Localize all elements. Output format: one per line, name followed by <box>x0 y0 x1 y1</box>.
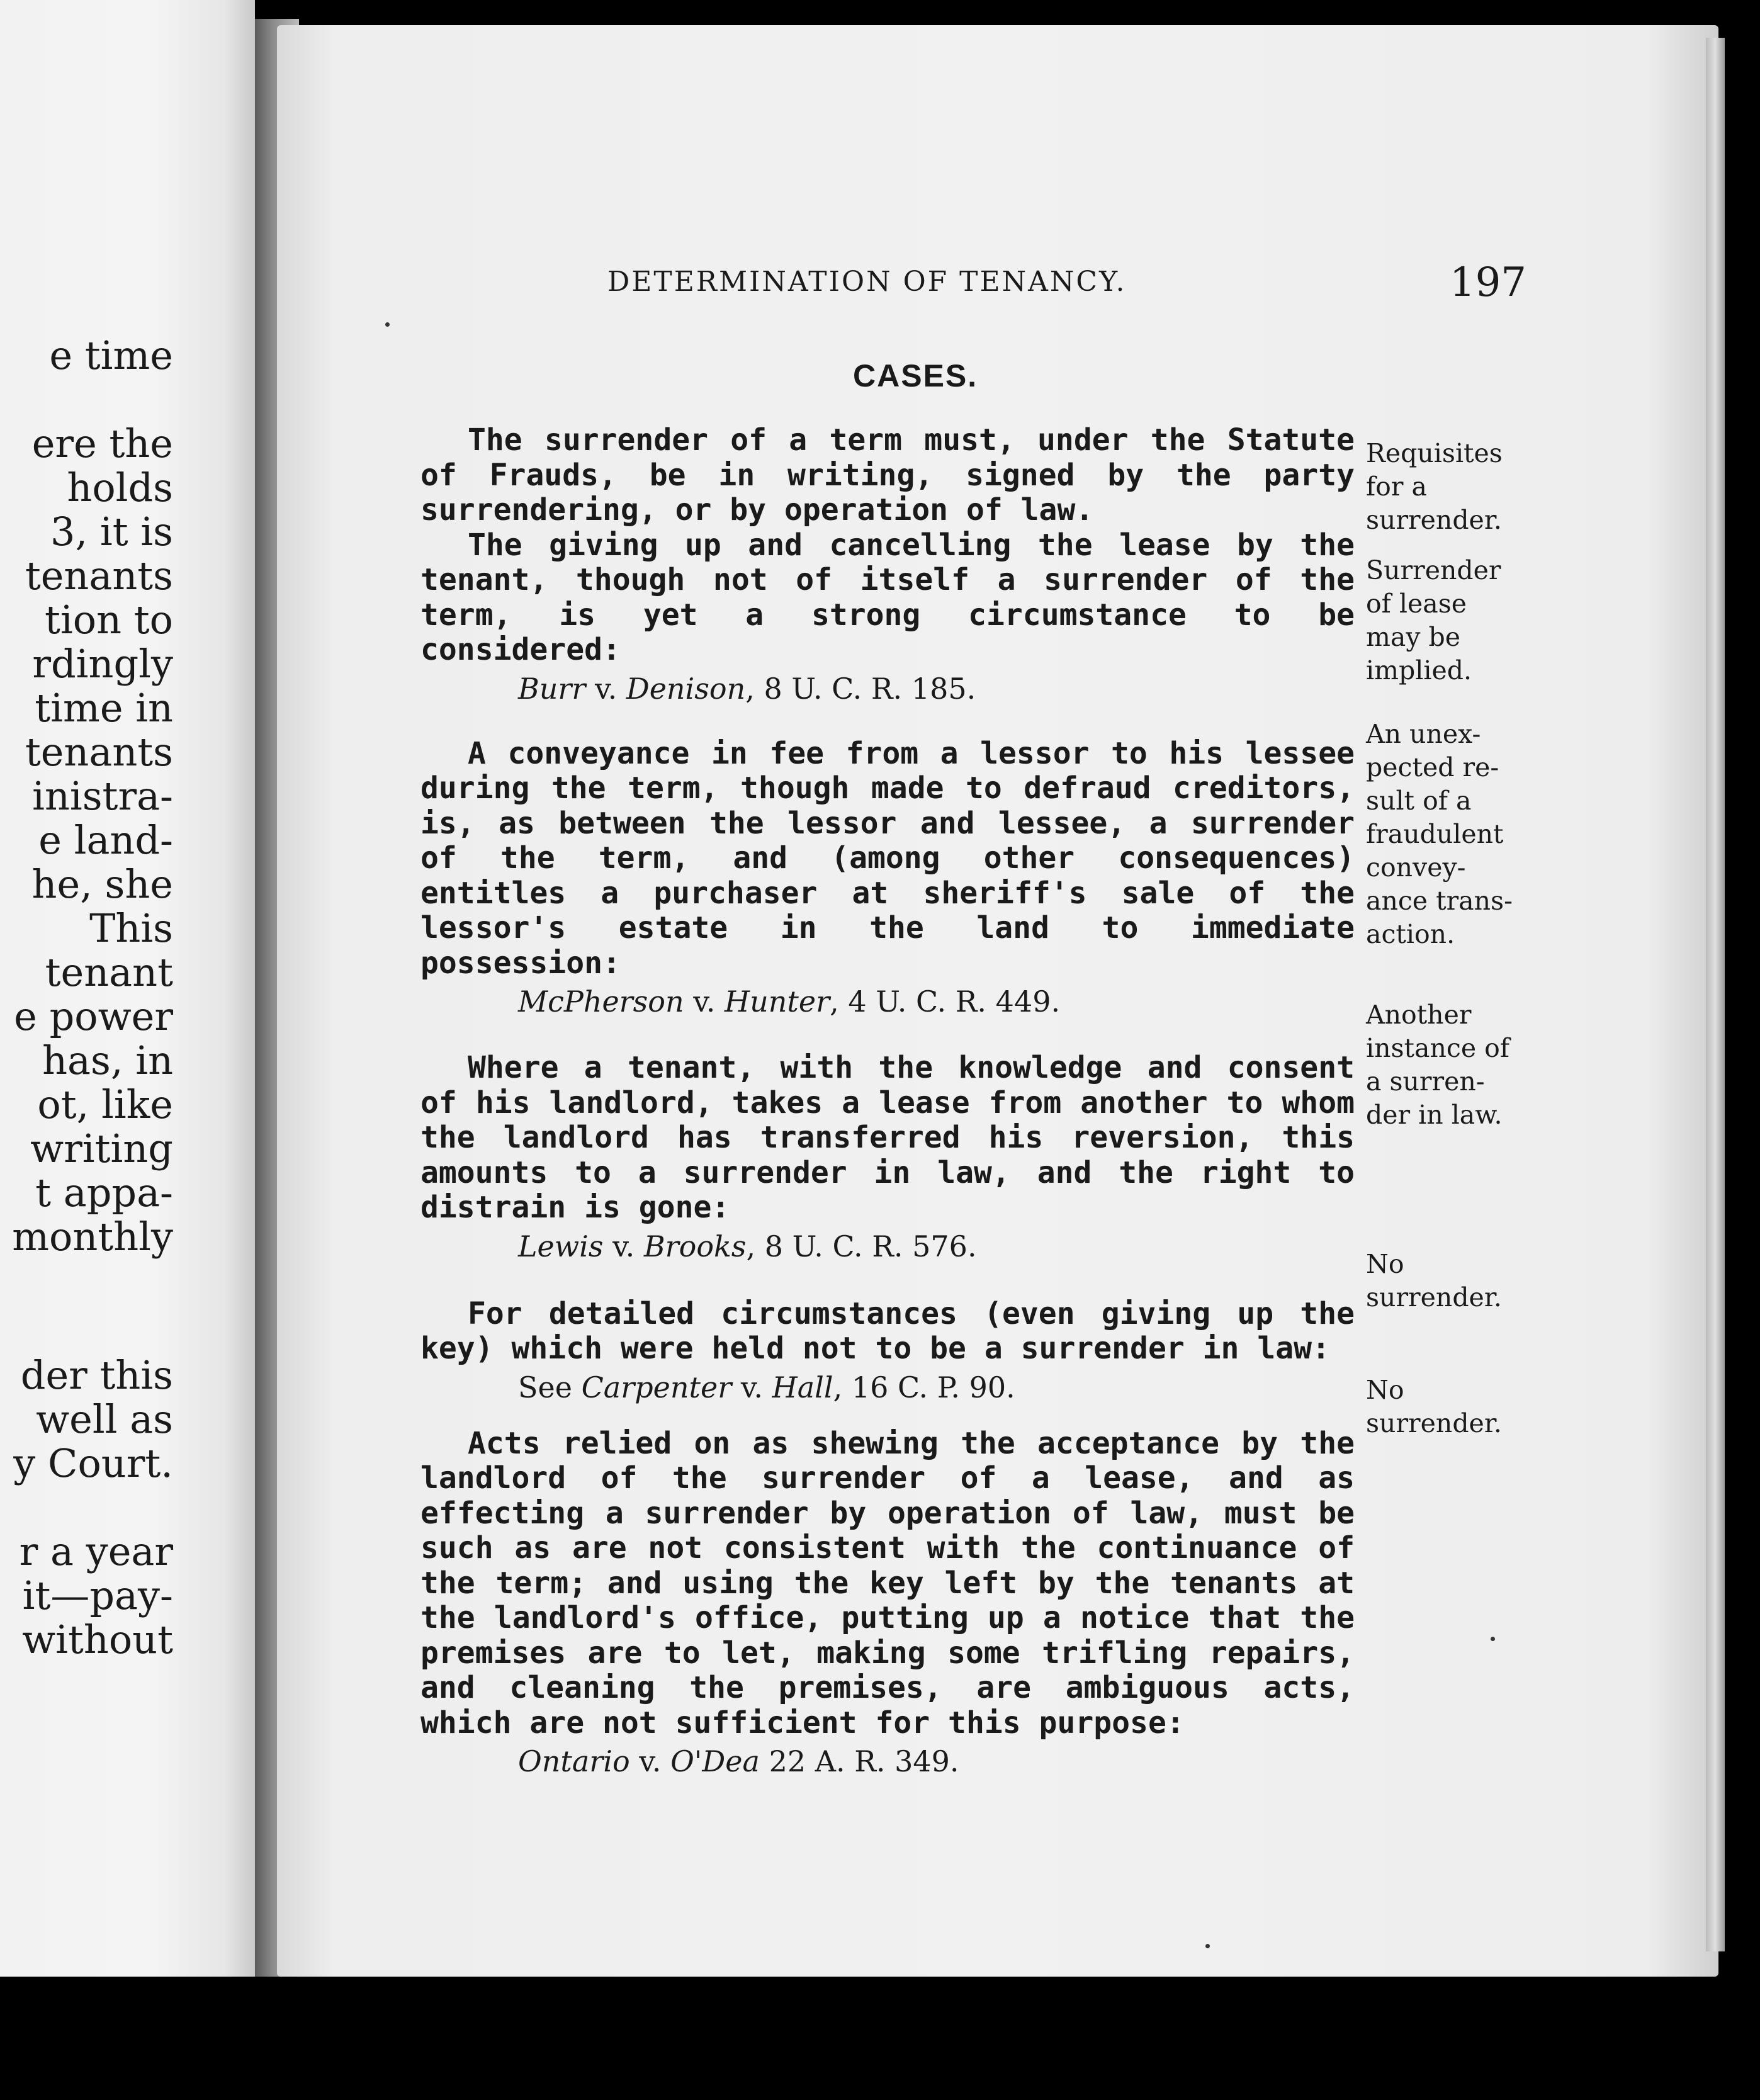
section-heading: CASES. <box>853 358 978 393</box>
case-name-a: Burr <box>518 671 586 706</box>
margin-note <box>1366 718 1530 951</box>
citation-reference: , 8 U. C. R. 185. <box>745 671 976 706</box>
citation-versus: v. <box>693 985 716 1019</box>
case-name-b: Brooks <box>643 1229 747 1263</box>
margin-note-line: No <box>1366 1249 1404 1279</box>
case-entry <box>420 737 1355 1020</box>
margin-note-line: convey- <box>1366 852 1466 883</box>
facing-line: it—pay- <box>22 1572 173 1618</box>
print-speck <box>1491 1637 1495 1641</box>
page-edge <box>1706 38 1725 1951</box>
citation-reference: , 16 C. P. 90. <box>833 1370 1015 1404</box>
margin-note-line: An unex- <box>1366 719 1481 749</box>
facing-line: ere the <box>31 421 173 466</box>
case-name-b: Denison <box>626 671 746 706</box>
case-entry <box>420 1051 1355 1264</box>
margin-note-line: a surren- <box>1366 1066 1485 1097</box>
facing-line: tenants <box>25 553 173 599</box>
margin-note-line: ance trans- <box>1366 886 1513 916</box>
margin-note-line: of lease <box>1366 589 1467 619</box>
facing-line: r a year <box>19 1528 173 1574</box>
facing-line: well as <box>36 1396 173 1442</box>
citation-versus: v. <box>595 671 618 706</box>
citation-versus: v. <box>639 1744 662 1778</box>
margin-note <box>1366 1374 1530 1440</box>
margin-note-line: action. <box>1366 919 1455 949</box>
facing-line: monthly <box>12 1214 173 1260</box>
citation-versus: v. <box>740 1370 763 1404</box>
paragraph: Acts relied on as shewing the acceptance by the landlord of the surrender of a lease, and as effecting a surrender by operation of law, must be such as are not consistent with the continuance of the term; and using the key left by the tenants at the landlord's office, putting up a notice that the premises are to let, making some trifling repairs, and cleaning the premises, are ambiguous acts, which are not sufficient for this purpose: <box>420 1425 1355 1741</box>
paragraph: A conveyance in fee from a lessor to his lessee during the term, though made to defraud creditors, is, as between the lessor and lessee, a surrender of the term, and (among other consequences) entitles a purchaser at sheriff's sale of the lessor's estate in the land to immediate possession: <box>420 735 1355 981</box>
facing-line: y Court. <box>13 1440 173 1486</box>
paragraph: For detailed circumstances (even giving up the key) which were held not to be a surrender in law: <box>420 1296 1355 1366</box>
margin-note-line: surrender. <box>1366 505 1502 535</box>
case-name-b: O'Dea <box>670 1744 760 1778</box>
print-speck <box>1205 1944 1210 1948</box>
facing-line: holds <box>67 465 173 511</box>
margin-note <box>1366 437 1530 537</box>
margin-note-line: pected re- <box>1366 752 1499 782</box>
facing-gap <box>12 1259 173 1353</box>
case-name-a: McPherson <box>518 985 684 1019</box>
case-name-a: Lewis <box>518 1229 604 1263</box>
facing-line: has, in <box>42 1037 173 1083</box>
facing-line: tenants <box>25 729 173 775</box>
case-name-b: Hunter <box>725 985 830 1019</box>
page-number: 197 <box>1449 259 1526 306</box>
case-citation <box>518 672 1355 706</box>
margin-note-line: der in law. <box>1366 1100 1503 1130</box>
facing-line: e time <box>49 332 173 378</box>
paragraph: The giving up and cancelling the lease by the tenant, though not of itself a surrender of the term, is yet a strong circumstance to be considered: <box>420 527 1355 667</box>
citation-reference: , 4 U. C. R. 449. <box>830 985 1061 1019</box>
facing-line: he, she <box>31 861 173 907</box>
citation-reference: , 8 U. C. R. 576. <box>746 1229 977 1263</box>
case-citation <box>518 1229 1355 1264</box>
facing-line: tenant <box>45 949 173 995</box>
paragraph: Where a tenant, with the knowledge and consent of his landlord, takes a lease from another to whom the landlord has transferred his reversion, this amounts to a surrender in law, and the right to distrain is gone: <box>420 1050 1355 1225</box>
facing-line: 3, it is <box>50 509 173 555</box>
facing-line: time in <box>35 685 173 731</box>
facing-line: This <box>89 905 173 951</box>
margin-note-line: fraudulent <box>1366 819 1504 849</box>
case-entry <box>420 1426 1355 1780</box>
facing-line: t appa- <box>35 1170 173 1216</box>
facing-line: rdingly <box>32 641 173 687</box>
case-name-a: Ontario <box>518 1744 630 1778</box>
margin-note-line: surrender. <box>1366 1282 1502 1312</box>
facing-gap <box>12 1486 173 1530</box>
margin-note-line: Another <box>1366 1000 1472 1030</box>
citation-reference: 22 A. R. 349. <box>759 1744 959 1778</box>
citation-versus: v. <box>612 1229 635 1263</box>
margin-note-line: No <box>1366 1375 1404 1405</box>
case-citation <box>518 1744 1355 1779</box>
margin-note-line: instance of <box>1366 1033 1510 1063</box>
facing-line: e power <box>14 993 173 1039</box>
case-entry <box>420 1297 1355 1405</box>
facing-line: without <box>22 1617 173 1662</box>
facing-gap <box>12 378 173 422</box>
facing-page-text <box>12 334 173 1662</box>
facing-page-left <box>0 0 255 1977</box>
facing-line: e land- <box>38 817 173 863</box>
margin-note <box>1366 554 1530 687</box>
page-header <box>607 259 1526 310</box>
facing-line: inistra- <box>32 773 173 819</box>
citation-prefix: See <box>518 1370 572 1404</box>
margin-note <box>1366 1248 1530 1314</box>
print-speck <box>385 322 390 327</box>
margin-note-line: Surrender <box>1366 555 1501 585</box>
facing-line: writing <box>30 1126 173 1171</box>
case-citation <box>518 985 1355 1019</box>
margin-note-line: surrender. <box>1366 1408 1502 1438</box>
margin-note <box>1366 998 1530 1132</box>
facing-line: der this <box>20 1352 173 1398</box>
facing-line: ot, like <box>37 1081 173 1127</box>
facing-line: tion to <box>45 597 173 643</box>
case-entry <box>420 423 1355 706</box>
paragraph: The surrender of a term must, under the Statute of Frauds, be in writing, signed by the party surrendering, or by operation of law. <box>420 422 1355 528</box>
margin-note-line: implied. <box>1366 655 1472 686</box>
body-text <box>420 423 1355 1779</box>
margin-note-line: Requisites <box>1366 438 1503 468</box>
margin-note-line: for a <box>1366 471 1427 502</box>
running-head: DETERMINATION OF TENANCY. <box>607 266 1127 298</box>
case-citation <box>518 1370 1355 1405</box>
case-name-b: Hall <box>772 1370 833 1404</box>
margin-note-line: may be <box>1366 622 1461 652</box>
margin-note-line: sult of a <box>1366 786 1472 816</box>
case-name-a: Carpenter <box>581 1370 732 1404</box>
